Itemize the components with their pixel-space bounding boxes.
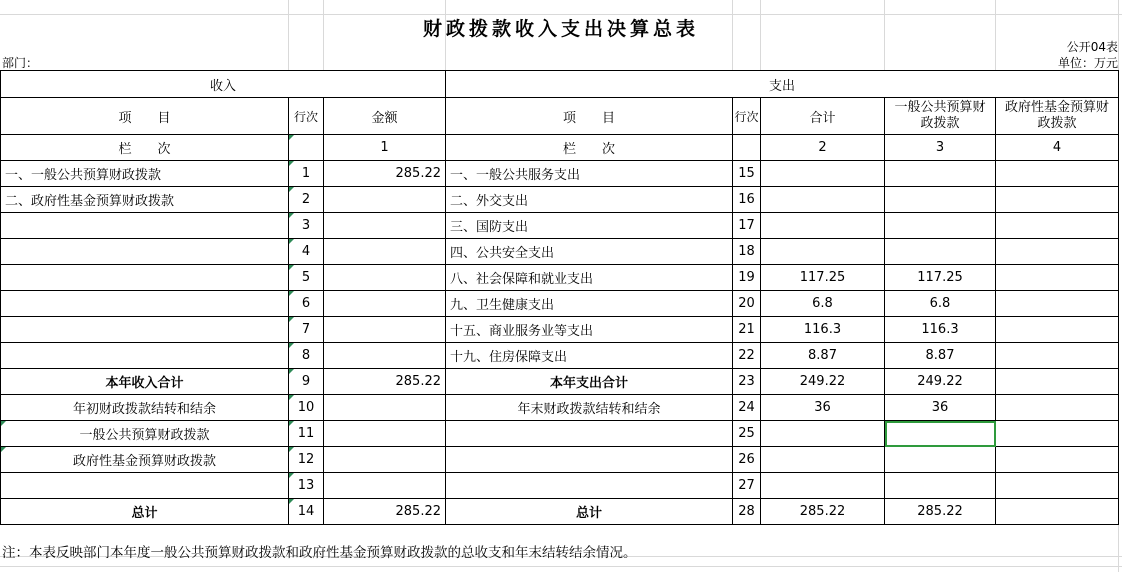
expense-header[interactable]: 支出 (446, 71, 1119, 98)
expense-item-cell[interactable]: 四、公共安全支出 (446, 239, 733, 265)
expense-column-no[interactable] (733, 135, 761, 161)
total-cell[interactable]: 8.87 (761, 343, 885, 369)
col1-label[interactable]: 1 (324, 135, 446, 161)
income-amount-cell[interactable] (324, 291, 446, 317)
income-item-cell[interactable] (1, 265, 289, 291)
fund-budget-cell[interactable] (996, 265, 1119, 291)
income-line-cell[interactable]: 9 (289, 369, 324, 395)
col3-label[interactable]: 3 (885, 135, 996, 161)
fund-budget-cell[interactable] (996, 291, 1119, 317)
income-item-cell[interactable] (1, 317, 289, 343)
income-line-cell[interactable]: 7 (289, 317, 324, 343)
table-row (1, 161, 1119, 187)
general-budget-header[interactable]: 一般公共预算财政拨款 (885, 98, 996, 135)
expense-line-cell[interactable]: 15 (733, 161, 761, 187)
income-item-cell[interactable]: 一般公共预算财政拨款 (1, 421, 289, 447)
table-row (1, 239, 1119, 265)
expense-line-cell[interactable]: 23 (733, 369, 761, 395)
expense-item-cell[interactable]: 总计 (446, 499, 733, 525)
total-cell[interactable] (761, 187, 885, 213)
total-cell[interactable]: 116.3 (761, 317, 885, 343)
income-item-header[interactable]: 项 目 (1, 98, 289, 135)
general-budget-cell[interactable] (885, 421, 996, 447)
income-amount-cell[interactable] (324, 395, 446, 421)
total-cell[interactable]: 6.8 (761, 291, 885, 317)
expense-line-cell[interactable]: 22 (733, 343, 761, 369)
fund-budget-cell[interactable] (996, 369, 1119, 395)
income-line-cell[interactable]: 11 (289, 421, 324, 447)
fund-budget-cell[interactable] (996, 421, 1119, 447)
total-cell[interactable]: 249.22 (761, 369, 885, 395)
expense-item-cell[interactable]: 二、外交支出 (446, 187, 733, 213)
income-amount-cell[interactable] (324, 343, 446, 369)
fund-budget-cell[interactable] (996, 187, 1119, 213)
income-item-cell[interactable] (1, 343, 289, 369)
fund-budget-cell[interactable] (996, 447, 1119, 473)
unit-label: 单位：万元 (1057, 56, 1118, 70)
fund-budget-cell[interactable] (996, 499, 1119, 525)
income-line-cell[interactable]: 1 (289, 161, 324, 187)
table-row (1, 265, 1119, 291)
table-row (1, 317, 1119, 343)
income-amount-cell[interactable] (324, 447, 446, 473)
expense-line-cell[interactable]: 27 (733, 473, 761, 499)
expense-item-cell[interactable]: 年末财政拨款结转和结余 (446, 395, 733, 421)
income-amount-cell[interactable]: 285.22 (324, 369, 446, 395)
income-line-cell[interactable]: 3 (289, 213, 324, 239)
total-cell[interactable] (761, 239, 885, 265)
income-column-no[interactable] (289, 135, 324, 161)
income-item-cell[interactable] (1, 291, 289, 317)
expense-item-cell[interactable]: 十五、商业服务业等支出 (446, 317, 733, 343)
general-budget-cell[interactable]: 249.22 (885, 369, 996, 395)
general-budget-cell[interactable] (885, 187, 996, 213)
table-row (1, 291, 1119, 317)
col4-label[interactable]: 4 (996, 135, 1119, 161)
general-budget-cell[interactable] (885, 473, 996, 499)
expense-item-cell[interactable] (446, 447, 733, 473)
income-amount-cell[interactable]: 285.22 (324, 161, 446, 187)
expense-item-cell[interactable]: 一、一般公共服务支出 (446, 161, 733, 187)
total-cell[interactable]: 117.25 (761, 265, 885, 291)
expense-column-label[interactable]: 栏 次 (446, 135, 733, 161)
expense-item-cell[interactable]: 八、社会保障和就业支出 (446, 265, 733, 291)
expense-line-cell[interactable]: 21 (733, 317, 761, 343)
table-row (1, 499, 1119, 525)
total-cell[interactable] (761, 473, 885, 499)
table-row (1, 187, 1119, 213)
income-item-cell[interactable] (1, 473, 289, 499)
total-cell[interactable] (761, 421, 885, 447)
income-line-cell[interactable]: 8 (289, 343, 324, 369)
general-budget-cell[interactable]: 8.87 (885, 343, 996, 369)
income-amount-cell[interactable] (324, 213, 446, 239)
expense-line-cell[interactable]: 19 (733, 265, 761, 291)
income-amount-cell[interactable] (324, 317, 446, 343)
department-label: 部门： (2, 56, 39, 70)
budget-table (0, 70, 1119, 525)
expense-line-cell[interactable]: 20 (733, 291, 761, 317)
income-item-cell[interactable]: 二、政府性基金预算财政拨款 (1, 187, 289, 213)
expense-item-cell[interactable]: 本年支出合计 (446, 369, 733, 395)
income-amount-cell[interactable] (324, 473, 446, 499)
expense-line-cell[interactable]: 28 (733, 499, 761, 525)
income-item-cell[interactable]: 本年收入合计 (1, 369, 289, 395)
total-cell[interactable] (761, 161, 885, 187)
fund-budget-cell[interactable] (996, 161, 1119, 187)
income-line-cell[interactable]: 6 (289, 291, 324, 317)
general-budget-cell[interactable]: 6.8 (885, 291, 996, 317)
income-line-cell[interactable]: 14 (289, 499, 324, 525)
expense-line-header[interactable]: 行次 (733, 98, 761, 135)
table-row (1, 447, 1119, 473)
fund-budget-cell[interactable] (996, 343, 1119, 369)
general-budget-cell[interactable]: 285.22 (885, 499, 996, 525)
expense-item-cell[interactable]: 九、卫生健康支出 (446, 291, 733, 317)
general-budget-cell[interactable] (885, 239, 996, 265)
expense-item-cell[interactable]: 三、国防支出 (446, 213, 733, 239)
expense-line-cell[interactable]: 16 (733, 187, 761, 213)
income-line-cell[interactable]: 2 (289, 187, 324, 213)
table-row (1, 395, 1119, 421)
income-item-cell[interactable]: 一、一般公共预算财政拨款 (1, 161, 289, 187)
col2-label[interactable]: 2 (761, 135, 885, 161)
income-item-cell[interactable] (1, 213, 289, 239)
general-budget-cell[interactable]: 117.25 (885, 265, 996, 291)
expense-item-cell[interactable] (446, 421, 733, 447)
total-header[interactable]: 合计 (761, 98, 885, 135)
general-budget-cell[interactable] (885, 213, 996, 239)
income-line-cell[interactable]: 4 (289, 239, 324, 265)
fund-budget-cell[interactable] (996, 317, 1119, 343)
general-budget-cell[interactable]: 36 (885, 395, 996, 421)
total-cell[interactable] (761, 447, 885, 473)
expense-line-cell[interactable]: 18 (733, 239, 761, 265)
income-amount-cell[interactable] (324, 265, 446, 291)
fund-budget-header[interactable]: 政府性基金预算财政拨款 (996, 98, 1119, 135)
income-line-cell[interactable]: 12 (289, 447, 324, 473)
income-amount-cell[interactable] (324, 421, 446, 447)
expense-item-cell[interactable] (446, 473, 733, 499)
income-amount-cell[interactable] (324, 187, 446, 213)
income-line-cell[interactable]: 5 (289, 265, 324, 291)
income-amount-cell[interactable] (324, 239, 446, 265)
fund-budget-cell[interactable] (996, 213, 1119, 239)
income-header[interactable]: 收入 (1, 71, 446, 98)
amount-header[interactable]: 金额 (324, 98, 446, 135)
income-item-cell[interactable]: 总计 (1, 499, 289, 525)
total-cell[interactable]: 285.22 (761, 499, 885, 525)
fund-budget-cell[interactable] (996, 239, 1119, 265)
fund-budget-cell[interactable] (996, 473, 1119, 499)
total-cell[interactable]: 36 (761, 395, 885, 421)
general-budget-cell[interactable] (885, 447, 996, 473)
general-budget-cell[interactable]: 116.3 (885, 317, 996, 343)
income-line-cell[interactable]: 13 (289, 473, 324, 499)
expense-item-header[interactable]: 项 目 (446, 98, 733, 135)
form-number: 公开04表 (1066, 40, 1118, 54)
income-line-header[interactable]: 行次 (289, 98, 324, 135)
table-row (1, 473, 1119, 499)
expense-line-cell[interactable]: 24 (733, 395, 761, 421)
fund-budget-cell[interactable] (996, 395, 1119, 421)
income-column-label[interactable]: 栏 次 (1, 135, 289, 161)
footnote: 注：本表反映部门本年度一般公共预算财政拨款和政府性基金预算财政拨款的总收支和年末结转结余情况。 (2, 545, 637, 561)
expense-line-cell[interactable]: 25 (733, 421, 761, 447)
total-cell[interactable] (761, 213, 885, 239)
expense-line-cell[interactable]: 17 (733, 213, 761, 239)
expense-item-cell[interactable]: 十九、住房保障支出 (446, 343, 733, 369)
general-budget-cell[interactable] (885, 161, 996, 187)
income-line-cell[interactable]: 10 (289, 395, 324, 421)
income-item-cell[interactable]: 年初财政拨款结转和结余 (1, 395, 289, 421)
table-row (1, 421, 1119, 447)
table-row (1, 369, 1119, 395)
income-item-cell[interactable] (1, 239, 289, 265)
income-item-cell[interactable]: 政府性基金预算财政拨款 (1, 447, 289, 473)
table-row (1, 343, 1119, 369)
table-row (1, 213, 1119, 239)
income-amount-cell[interactable]: 285.22 (324, 499, 446, 525)
report-title: 财政拨款收入支出决算总表 (422, 18, 699, 40)
expense-line-cell[interactable]: 26 (733, 447, 761, 473)
